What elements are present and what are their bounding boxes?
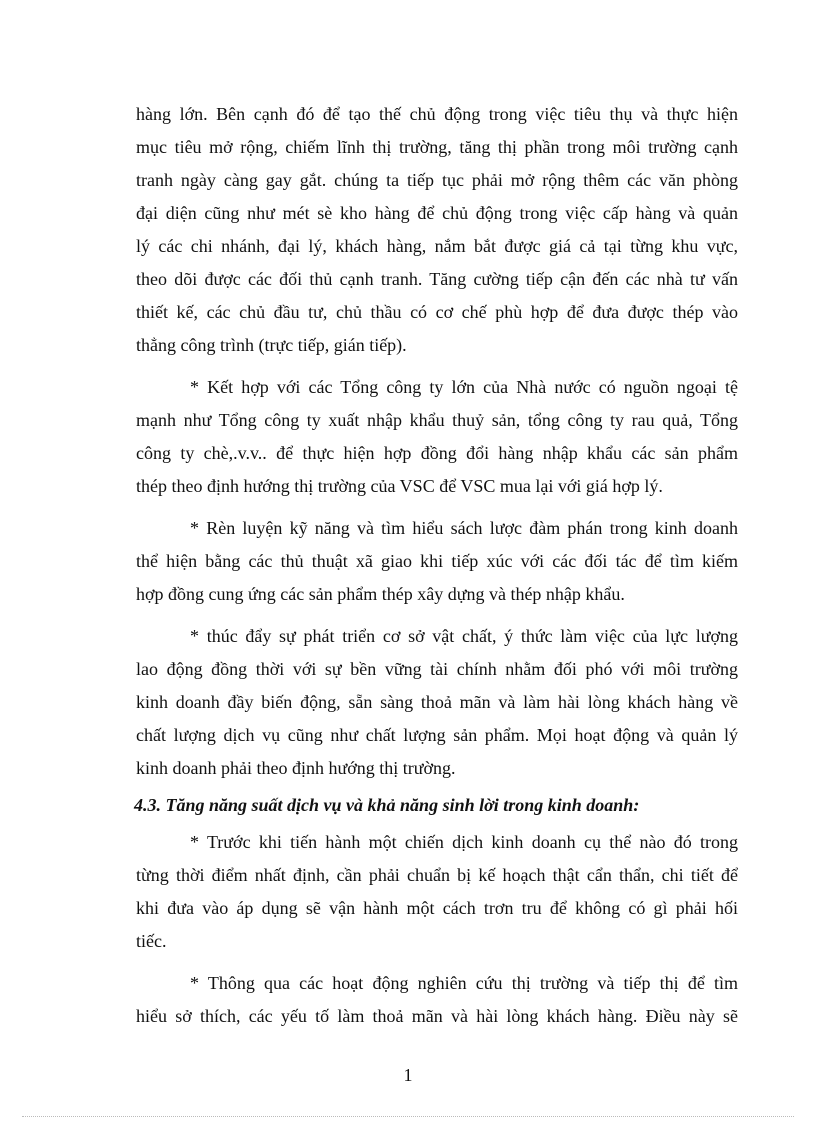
text-line: theo dõi được các đối thủ cạnh tranh. Tăng cường tiếp cận đến các nhà tư vấn xyxy=(136,269,738,289)
text-line: mạnh như Tổng công ty xuất nhập khẩu thuỷ sản, tổng công ty rau quả, Tổng xyxy=(136,410,738,430)
text-line: khi đưa vào áp dụng sẽ vận hành một cách trơn tru để không có gì phải hối xyxy=(136,898,738,918)
text-line: chất lượng dịch vụ cũng như chất lượng sản phẩm. Mọi hoạt động và quản lý xyxy=(136,725,738,745)
text-line: * Trước khi tiến hành một chiến dịch kinh doanh cụ thể nào đó trong xyxy=(190,832,738,852)
text-line: hợp đồng cung ứng các sản phẩm thép xây dựng và thép nhập khẩu. xyxy=(136,584,625,604)
text-line: tranh ngày càng gay gắt. chúng ta tiếp tục phải mở rộng thêm các văn phòng xyxy=(136,170,738,190)
paragraph-1 xyxy=(136,98,738,362)
text-line: * thúc đẩy sự phát triển cơ sở vật chất, ý thức làm việc của lực lượng xyxy=(190,626,738,646)
page-bottom-divider xyxy=(22,1116,794,1117)
paragraph-6 xyxy=(136,967,738,1033)
text-line: thép theo định hướng thị trường của VSC để VSC mua lại với giá hợp lý. xyxy=(136,476,663,496)
text-line: kinh doanh đầy biến động, sẵn sàng thoả mãn và làm hài lòng khách hàng về xyxy=(136,692,738,712)
text-line: đại diện cũng như mét sè kho hàng để chủ động trong việc cấp hàng và quản xyxy=(136,203,738,223)
text-line: công ty chè,.v.v.. để thực hiện hợp đồng đổi hàng nhập khẩu các sản phẩm xyxy=(136,443,738,463)
section-heading: 4.3. Tăng năng suất dịch vụ và khả năng sinh lời trong kinh doanh: xyxy=(134,795,640,815)
text-line: * Kết hợp với các Tổng công ty lớn của Nhà nước có nguồn ngoại tệ xyxy=(190,377,738,397)
text-line: lý các chi nhánh, đại lý, khách hàng, nắm bắt được giá cả tại từng khu vực, xyxy=(136,236,738,256)
text-line: * Thông qua các hoạt động nghiên cứu thị trường và tiếp thị để tìm xyxy=(190,973,738,993)
page-body xyxy=(136,98,738,1033)
text-line: tiếc. xyxy=(136,931,167,951)
text-line: thẳng công trình (trực tiếp, gián tiếp). xyxy=(136,335,407,355)
paragraph-3 xyxy=(136,512,738,611)
text-line: thiết kế, các chủ đầu tư, chủ thầu có cơ chế phù hợp để đưa được thép vào xyxy=(136,302,738,322)
text-line: hiểu sở thích, các yếu tố làm thoả mãn và hài lòng khách hàng. Điều này sẽ xyxy=(136,1006,738,1026)
text-line: mục tiêu mở rộng, chiếm lĩnh thị trường, tăng thị phần trong môi trường cạnh xyxy=(136,137,738,157)
text-line: thể hiện bằng các thủ thuật xã giao khi tiếp xúc với các đối tác để tìm kiếm xyxy=(136,551,738,571)
text-line: từng thời điểm nhất định, cần phải chuẩn bị kế hoạch thật cẩn thẩn, chi tiết để xyxy=(136,865,738,885)
paragraph-2 xyxy=(136,371,738,503)
text-line: * Rèn luyện kỹ năng và tìm hiểu sách lược đàm phán trong kinh doanh xyxy=(190,518,738,538)
text-line: hàng lớn. Bên cạnh đó để tạo thế chủ động trong việc tiêu thụ và thực hiện xyxy=(136,104,738,124)
page-number: 1 xyxy=(403,1065,413,1085)
paragraph-4 xyxy=(136,620,738,785)
text-line: kinh doanh phải theo định hướng thị trường. xyxy=(136,758,456,778)
paragraph-5 xyxy=(136,826,738,958)
text-line: lao động đồng thời với sự bền vững tài chính nhằm đối phó với môi trường xyxy=(136,659,738,679)
